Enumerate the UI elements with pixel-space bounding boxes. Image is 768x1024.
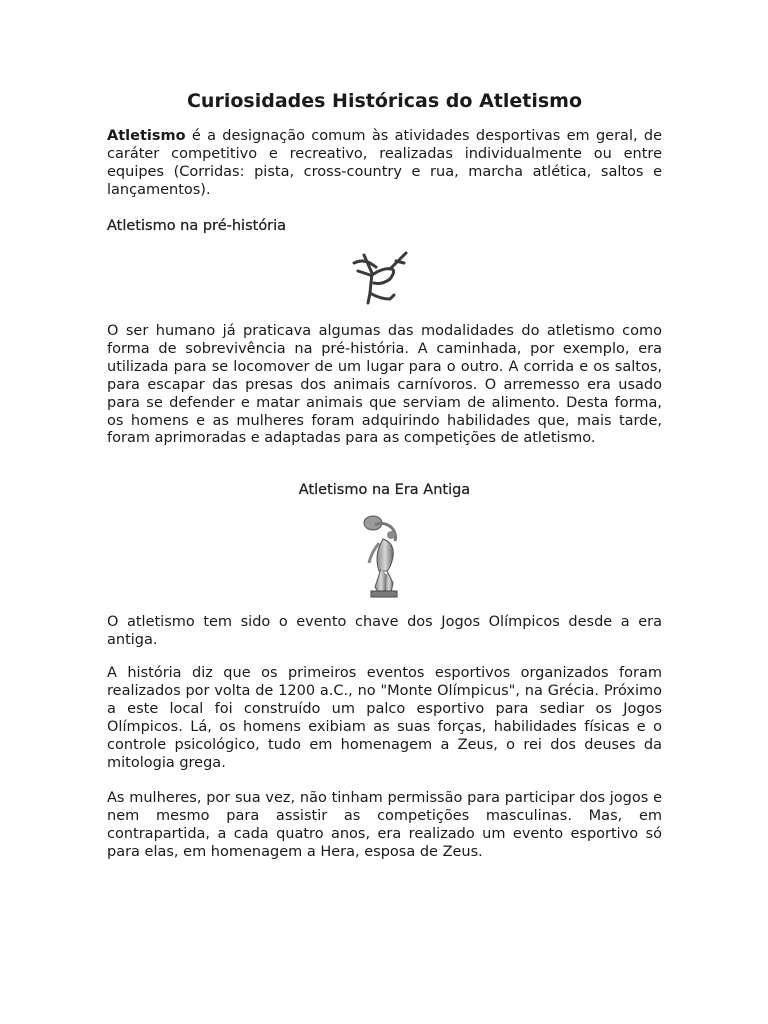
prehistory-paragraph: O ser humano já praticava algumas das modalidades do atletismo como forma de sobrevivência na pré-história. A caminhada, por exemplo, era utilizada para se locomover de um lugar para o outro. A corrida e os saltos, para escapar das presas dos animais carnívoros. O arremesso era usado para se defender e matar animais que serviam de alimento. Desta forma, os homens e as mulheres foram adquirindo habilidades que, mais tarde, foram aprimoradas e adaptadas para as competições de atletismo. bbox=[107, 323, 662, 447]
heading-ancient-era: Atletismo na Era Antiga bbox=[298, 482, 471, 498]
discobolus-statue-icon bbox=[361, 513, 407, 599]
intro-paragraph bbox=[107, 128, 662, 200]
prehistoric-runner-drawing-icon bbox=[350, 249, 412, 307]
page-title: Curiosidades Históricas do Atletismo bbox=[186, 90, 583, 112]
ancient-paragraph-1: O atletismo tem sido o evento chave dos Jogos Olímpicos desde a era antiga. bbox=[107, 614, 662, 648]
heading-prehistory: Atletismo na pré-história bbox=[107, 218, 287, 234]
intro-bold-term: Atletismo bbox=[107, 128, 186, 144]
ancient-paragraph-2: A história diz que os primeiros eventos esportivos organizados foram realizados por volta de 1200 a.C., no "Monte Olímpicus", na Grécia. Próximo a este local foi construído um palco esportivo para sediar os Jogos Olímpicos. Lá, os homens exibiam as suas forças, habilidades físicas e o controle psicológico, tudo em homenagem a Zeus, o rei dos deuses da mitologia grega. bbox=[107, 665, 662, 771]
intro-text: é a designação comum às atividades desportivas em geral, de caráter competitivo e recreativo, realizadas individualmente ou entre equipes (Corridas: pista, cross-country e rua, marcha atlética, saltos e lançamentos). bbox=[107, 128, 662, 198]
ancient-paragraph-3: As mulheres, por sua vez, não tinham permissão para participar dos jogos e nem mesmo para assistir as competições masculinas. Mas, em contrapartida, a cada quatro anos, era realizado um evento esportivo só para elas, em homenagem a Hera, esposa de Zeus. bbox=[107, 790, 662, 860]
